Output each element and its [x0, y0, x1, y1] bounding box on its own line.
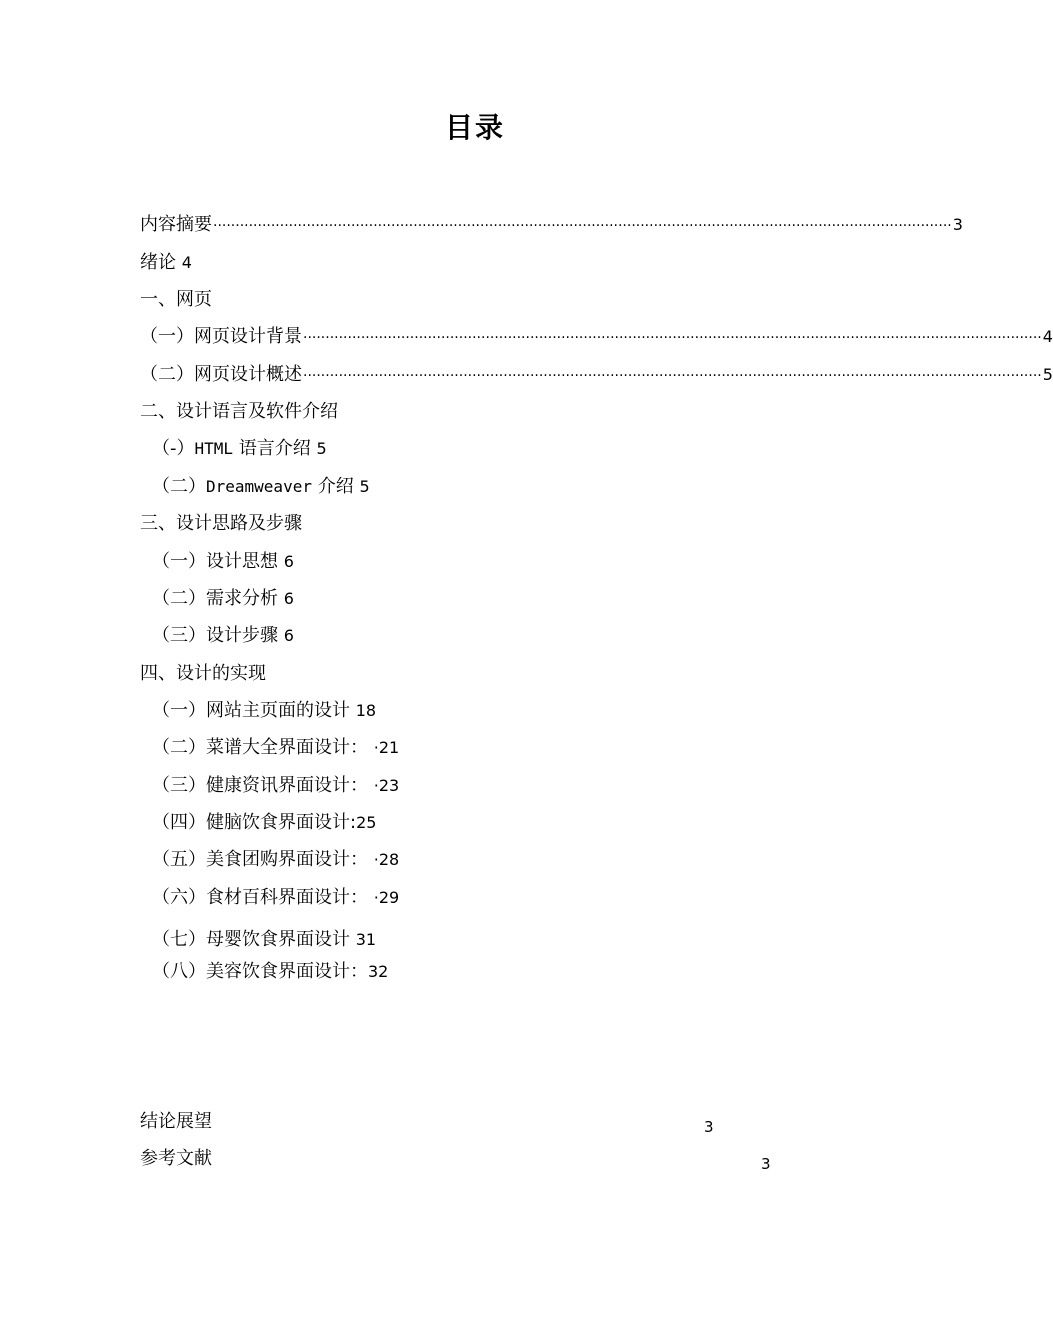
toc-entry-4-1[interactable]	[152, 698, 376, 724]
toc-chapter-label: 二、设计语言及软件介绍	[140, 401, 338, 422]
toc-entry-page: 6	[283, 589, 294, 608]
toc-chapter-label: 三、设计思路及步骤	[140, 513, 302, 534]
toc-entry-abstract[interactable]	[140, 212, 963, 239]
toc-entry-intro[interactable]	[140, 250, 192, 276]
toc-entry-1-1[interactable]	[140, 324, 1053, 351]
toc-entry-4-5[interactable]	[152, 847, 399, 873]
toc-entry-label: （二）菜谱大全界面设计：	[152, 737, 368, 758]
toc-entry-label: （三）健康资讯界面设计：	[152, 775, 368, 796]
toc-entry-4-3[interactable]	[152, 773, 399, 799]
toc-entry-page: 18	[355, 701, 377, 720]
toc-entry-4-7[interactable]	[152, 927, 376, 953]
toc-entry-4-2[interactable]	[152, 735, 399, 761]
toc-entry-label: （一）设计思想	[152, 551, 278, 572]
toc-entry-label: （一）网页设计背景	[140, 326, 302, 347]
toc-entry-page: 31	[355, 930, 377, 949]
toc-entry-page: 5	[1042, 365, 1053, 384]
toc-entry-4-4[interactable]	[152, 810, 376, 836]
dot-leader: ······································································································································································	[303, 368, 1042, 384]
toc-entry-label: 绪论	[140, 252, 176, 273]
toc-entry-code: Dreamweaver	[206, 477, 312, 496]
toc-entry-references[interactable]	[140, 1146, 212, 1172]
toc-entry-label: （五）美食团购界面设计：	[152, 849, 368, 870]
page-title: 目录	[444, 111, 505, 144]
toc-entry-label: （四）健脑饮食界面设计:	[152, 812, 357, 833]
toc-entry-page: 3	[952, 215, 963, 234]
toc-entry-1-2[interactable]	[140, 362, 1053, 389]
toc-entry-page: 4	[1042, 327, 1053, 346]
toc-entry-3-1[interactable]	[152, 549, 294, 575]
toc-entry-label: 介绍	[317, 476, 354, 497]
toc-entry-label: （一）网站主页面的设计	[152, 700, 350, 721]
toc-chapter-label: 四、设计的实现	[140, 663, 266, 684]
toc-entry-2-1[interactable]	[152, 436, 327, 462]
dot-leader: ······································································································································································	[303, 330, 1042, 346]
toc-entry-2-2[interactable]	[152, 474, 370, 500]
toc-entry-label: 内容摘要	[140, 214, 212, 235]
toc-entry-label: 语言介绍	[238, 438, 311, 459]
toc-entry-label: （七）母婴饮食界面设计	[152, 929, 350, 950]
toc-entry-page: ·21	[373, 738, 400, 757]
toc-entry-page: 6	[283, 626, 294, 645]
toc-entry-label: 参考文献	[140, 1148, 212, 1169]
toc-entry-3-2[interactable]	[152, 586, 294, 612]
toc-entry-page: 25	[356, 813, 377, 832]
toc-entry-label: 结论展望	[140, 1111, 212, 1132]
toc-chapter-1[interactable]	[140, 287, 212, 313]
toc-entry-page: 3	[761, 1155, 771, 1173]
toc-chapter-label: 一、网页	[140, 289, 212, 310]
toc-chapter-4[interactable]	[140, 661, 266, 687]
toc-entry-label: （二）需求分析	[152, 588, 278, 609]
toc-entry-conclusion[interactable]	[140, 1109, 212, 1135]
toc-entry-page: ·28	[373, 850, 400, 869]
toc-entry-label: （三）设计步骤	[152, 625, 278, 646]
toc-entry-page: ·29	[373, 888, 400, 907]
toc-entry-page: 3	[704, 1118, 714, 1136]
toc-entry-label: （六）食材百科界面设计：	[152, 887, 368, 908]
toc-entry-prefix: （-）	[152, 438, 195, 459]
toc-entry-label: （二）网页设计概述	[140, 364, 302, 385]
toc-entry-4-8[interactable]	[152, 959, 388, 985]
toc-chapter-2[interactable]	[140, 399, 338, 425]
toc-entry-3-3[interactable]	[152, 623, 294, 649]
toc-entry-label: （八）美容饮食界面设计：	[152, 961, 368, 982]
toc-chapter-3[interactable]	[140, 511, 302, 537]
toc-entry-page: 5	[359, 477, 370, 496]
dot-leader: ······································································································································································	[213, 218, 952, 234]
toc-entry-page: 4	[181, 253, 192, 272]
toc-entry-prefix: （二）	[152, 476, 206, 497]
toc-entry-page: 32	[368, 962, 389, 981]
toc-entry-4-6[interactable]	[152, 885, 399, 911]
toc-entry-page: ·23	[373, 776, 400, 795]
toc-entry-page: 6	[283, 552, 294, 571]
toc-entry-page: 5	[316, 439, 327, 458]
toc-entry-code: HTML	[194, 439, 234, 458]
